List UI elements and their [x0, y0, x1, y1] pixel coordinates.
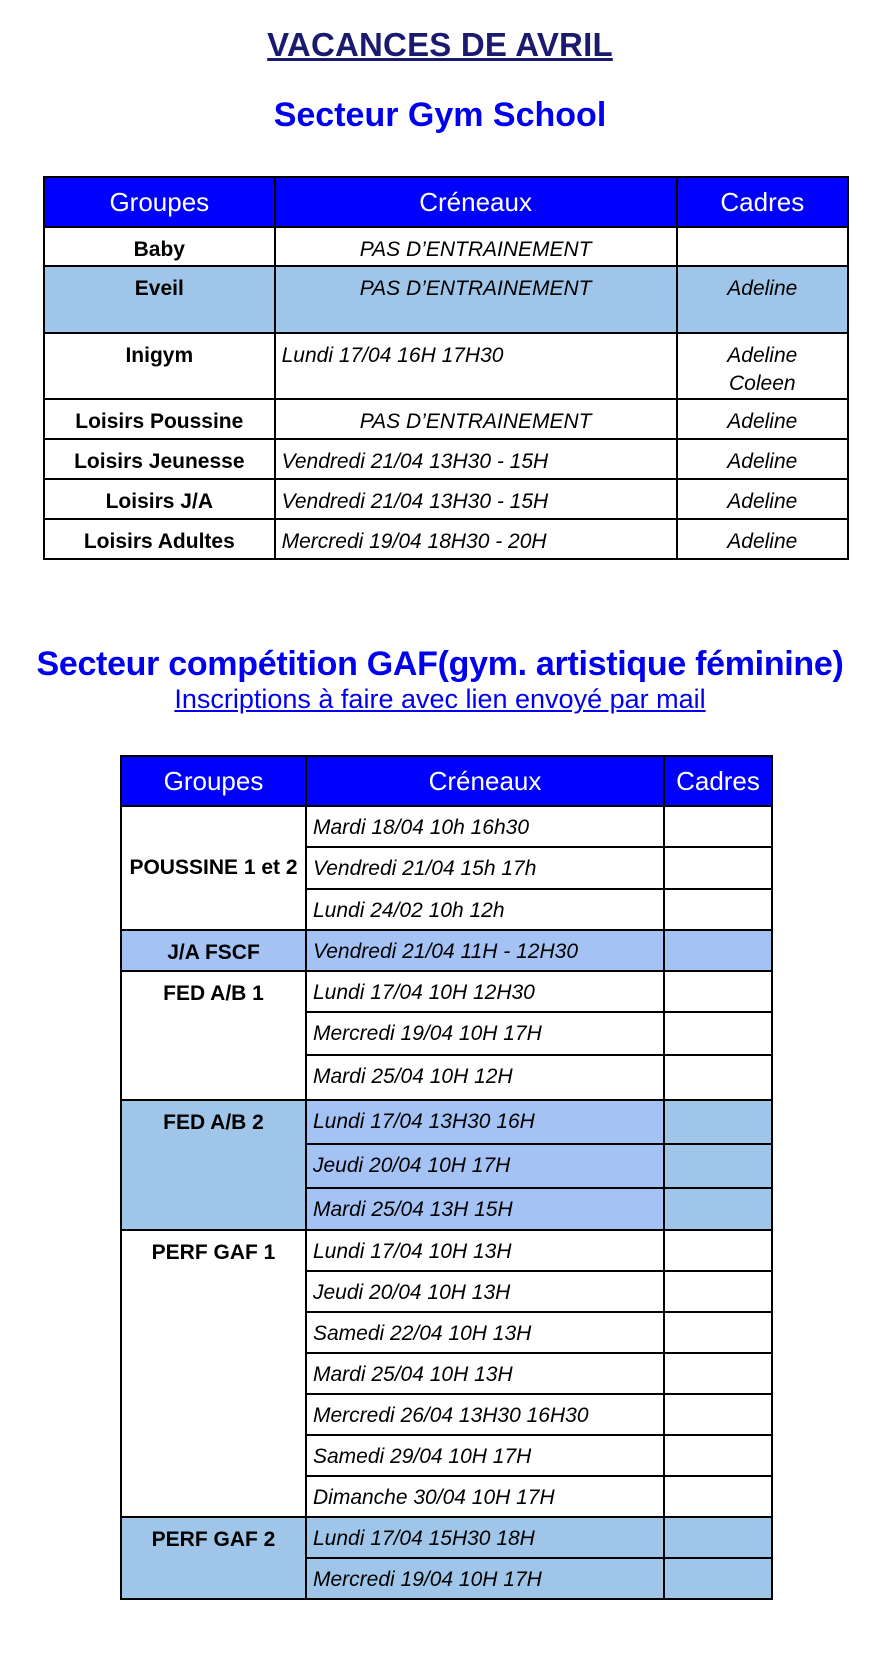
group-cell: Eveil — [44, 266, 275, 333]
table-row — [44, 227, 848, 266]
cadre-cell — [664, 1435, 772, 1476]
column-header-cadres: Cadres — [677, 177, 848, 227]
table-row — [44, 439, 848, 479]
cadre-cell — [664, 1230, 772, 1271]
table-row — [44, 399, 848, 439]
slot-cell: Lundi 24/02 10h 12h — [306, 889, 664, 930]
cadre-cell — [664, 1100, 772, 1144]
cadre-name: Coleen — [729, 372, 796, 395]
group-cell: PERF GAF 2 — [121, 1517, 306, 1599]
cadre-cell — [664, 1312, 772, 1353]
group-cell: FED A/B 1 — [121, 971, 306, 1100]
slot-cell: PAS D’ENTRAINEMENT — [275, 266, 677, 333]
table-row — [121, 930, 772, 971]
cadre-cell — [677, 333, 848, 399]
cadre-cell — [664, 1353, 772, 1394]
slot-cell: PAS D’ENTRAINEMENT — [275, 399, 677, 439]
group-cell: Baby — [44, 227, 275, 266]
slot-cell: Vendredi 21/04 15h 17h — [306, 847, 664, 889]
slot-cell: Samedi 22/04 10H 13H — [306, 1312, 664, 1353]
group-cell: FED A/B 2 — [121, 1100, 306, 1230]
slot-cell: Vendredi 21/04 11H - 12H30 — [306, 930, 664, 971]
section-title-competition: Secteur compétition GAF(gym. artistique féminine) — [36, 645, 844, 683]
cadre-cell: Adeline — [677, 479, 848, 519]
cadre-cell — [664, 889, 772, 930]
column-header-groupes: Groupes — [44, 177, 275, 227]
cadre-cell — [664, 1476, 772, 1517]
slot-cell: Mardi 25/04 13H 15H — [306, 1188, 664, 1230]
slot-cell: PAS D’ENTRAINEMENT — [275, 227, 677, 266]
group-cell: Inigym — [44, 333, 275, 399]
cadre-cell — [664, 806, 772, 847]
slot-cell: Vendredi 21/04 13H30 - 15H — [275, 479, 677, 519]
cadre-cell — [664, 1144, 772, 1188]
cadre-cell — [664, 930, 772, 971]
cadre-cell: Adeline — [677, 439, 848, 479]
column-header-creneaux: Créneaux — [306, 756, 664, 806]
slot-cell: Lundi 17/04 16H 17H30 — [275, 333, 677, 399]
slot-cell: Mercredi 19/04 10H 17H — [306, 1558, 664, 1599]
slot-cell: Vendredi 21/04 13H30 - 15H — [275, 439, 677, 479]
cadre-cell — [664, 1188, 772, 1230]
column-header-cadres: Cadres — [664, 756, 772, 806]
group-cell: Loisirs Adultes — [44, 519, 275, 559]
cadre-cell — [664, 1012, 772, 1055]
group-cell: Loisirs Jeunesse — [44, 439, 275, 479]
group-cell: J/A FSCF — [121, 930, 306, 971]
cadre-cell — [664, 1055, 772, 1100]
table-row — [121, 806, 772, 847]
slot-cell: Jeudi 20/04 10H 13H — [306, 1271, 664, 1312]
table-row — [44, 479, 848, 519]
table-row — [44, 519, 848, 559]
group-cell: Loisirs J/A — [44, 479, 275, 519]
column-header-creneaux: Créneaux — [275, 177, 677, 227]
cadre-cell — [664, 971, 772, 1012]
slot-cell: Mardi 25/04 10H 13H — [306, 1353, 664, 1394]
slot-cell: Lundi 17/04 15H30 18H — [306, 1517, 664, 1558]
table-row — [121, 1230, 772, 1271]
slot-cell: Lundi 17/04 10H 13H — [306, 1230, 664, 1271]
table-row — [121, 1517, 772, 1558]
table-row — [121, 971, 772, 1012]
cadre-cell — [664, 847, 772, 889]
cadre-name: Adeline — [727, 344, 798, 367]
slot-cell: Mardi 25/04 10H 12H — [306, 1055, 664, 1100]
group-cell: PERF GAF 1 — [121, 1230, 306, 1517]
registration-link[interactable]: Inscriptions à faire avec lien envoyé par mail — [174, 684, 706, 714]
cadre-cell: Adeline — [677, 266, 848, 333]
gym-school-table — [43, 176, 849, 560]
table-header-row — [44, 177, 848, 227]
cadre-cell — [677, 227, 848, 266]
table-row — [44, 266, 848, 333]
slot-cell: Lundi 17/04 10H 12H30 — [306, 971, 664, 1012]
table-row — [44, 333, 848, 399]
cadre-cell — [664, 1558, 772, 1599]
cadre-cell — [664, 1271, 772, 1312]
slot-cell: Lundi 17/04 13H30 16H — [306, 1100, 664, 1144]
slot-cell: Mardi 18/04 10h 16h30 — [306, 806, 664, 847]
slot-cell: Mercredi 19/04 10H 17H — [306, 1012, 664, 1055]
slot-cell: Mercredi 19/04 18H30 - 20H — [275, 519, 677, 559]
table-row — [121, 1100, 772, 1144]
competition-table — [120, 755, 773, 1600]
slot-cell: Jeudi 20/04 10H 17H — [306, 1144, 664, 1188]
column-header-groupes: Groupes — [121, 756, 306, 806]
table-header-row — [121, 756, 772, 806]
cadre-cell — [664, 1517, 772, 1558]
slot-cell: Dimanche 30/04 10H 17H — [306, 1476, 664, 1517]
cadre-cell — [664, 1394, 772, 1435]
group-cell: Loisirs Poussine — [44, 399, 275, 439]
section-title-gym-school: Secteur Gym School — [273, 96, 607, 134]
cadre-cell: Adeline — [677, 399, 848, 439]
cadre-cell: Adeline — [677, 519, 848, 559]
page-title: VACANCES DE AVRIL — [267, 26, 613, 63]
slot-cell: Samedi 29/04 10H 17H — [306, 1435, 664, 1476]
slot-cell: Mercredi 26/04 13H30 16H30 — [306, 1394, 664, 1435]
group-cell: POUSSINE 1 et 2 — [121, 806, 306, 930]
